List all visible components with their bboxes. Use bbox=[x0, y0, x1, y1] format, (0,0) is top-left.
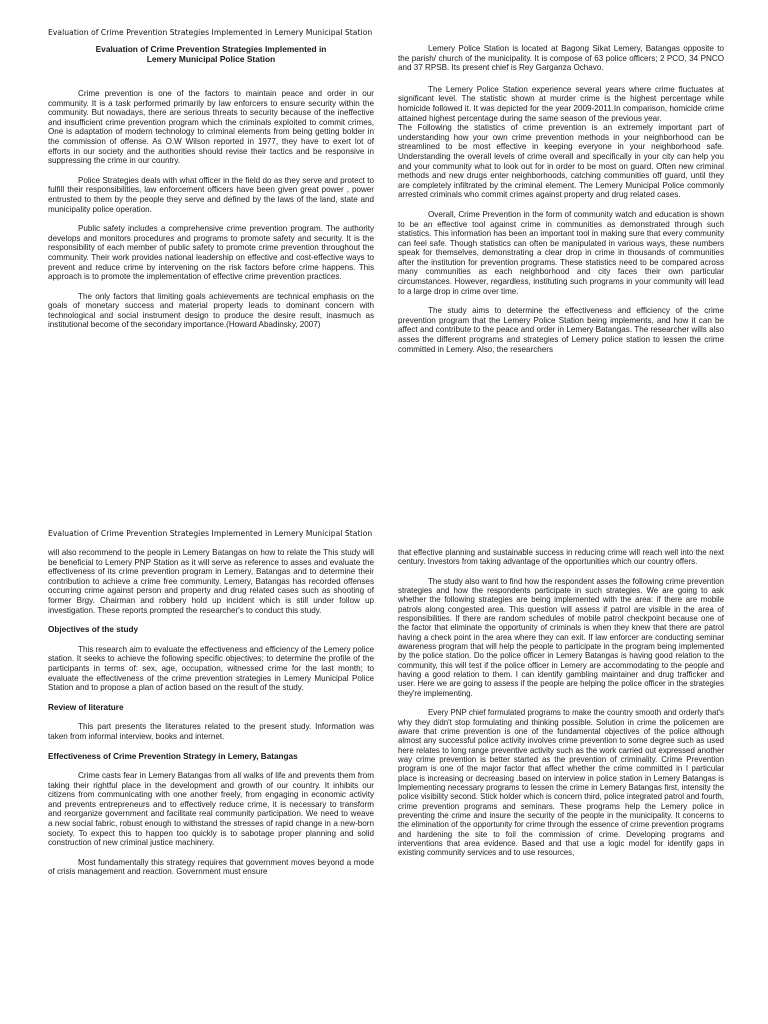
crime-fear-paragraph: Crime casts fear in Lemery Batangas from all walks of life and prevents them from taking their rightful place in the development and growth of our country. It inhibits our citizens from communicating with one another freely, from engaging in economic activity and prevents entrepreneurs and to effectively reduce crime, it is necessary to transform and reorganize government and facilitate real community participation. We need to weave a new social fabric, robust enough to withstand the stresses of rapid change in a new-born society. To expect this to happen too quickly is to sabotage proper planning and solid construction of new criminal justice machinery. bbox=[48, 771, 374, 848]
effectiveness-heading: Effectiveness of Crime Prevention Strategy in Lemery, Batangas bbox=[48, 751, 298, 761]
left-column bbox=[48, 548, 374, 887]
intro-paragraph: Crime prevention is one of the factors to maintain peace and order in our community. It is a task performed primarily by law enforcers to ensure security within the community. But nowadays, there are serious threats to security because of the ineffective and insufficient crime prevention program which the criminals exploited to commit crimes, One is adaptation of modern technology to criminal elements from being getting bolder in the commission of offense. As O.W Wilson reported in 1977, they have to exert lot of efforts in our society and the authorities should revise their tactics and be responsive in suppressing the crime in our country. bbox=[48, 89, 374, 166]
page-two bbox=[0, 522, 768, 1022]
running-head: Evaluation of Crime Prevention Strategies Implemented in Lemery Municipal Station bbox=[48, 529, 373, 538]
police-strategies-paragraph: Police Strategies deals with what officer in the field do as they serve and protect to fulfill their responsibilities, law enforcement officers have been given great power , power entrusted to them by the people they serve and defined by the laws of the land, state and municipality police operation. bbox=[48, 175, 374, 214]
right-column bbox=[398, 548, 724, 868]
recommendation-paragraph: will also recommend to the people in Lemery Batangas on how to relate the This study will be beneficial to Lemery PNP Station as it will serve as reference to asses and evaluate the effectiveness of its crime prevention program in Lemery, Batangas and to determine their contribution to achieve a crime free community. Lemery, Batangas has recorded offenses occurring crime against person and property and drug related cases such as shooting of former Brgy. Chairman and robbery hold up incident which is still under follow up investigation. These reports prompted the researcher's to conduct this study. bbox=[48, 548, 374, 615]
document-title bbox=[48, 44, 374, 64]
study-aims-paragraph: The study aims to determine the effectiveness and efficiency of the crime prevention program that the Lemery Police Station being implements, and how it can be affect and contribute to the peace and order in Lemery Batangas. The researcher wills also asses the different programs and strategies of Lemery police station to lessen the crime committed in Lemery. Also, the researchers bbox=[398, 306, 724, 354]
planning-paragraph: that effective planning and sustainable success in reducing crime will reach well into the next century. Investors from taking advantage of the opportunities which our country offers. bbox=[398, 548, 724, 567]
title-line: Evaluation of Crime Prevention Strategies Implemented in Lemery Municipal Police Station bbox=[95, 44, 327, 64]
station-location-paragraph: Lemery Police Station is located at Bagong Sikat Lemery, Batangas opposite to the parish/ church of the municipality. It is compose of 63 police officers; 2 PCO, 34 PNCO and 37 RPSB. Its present chief is Rey Garganza Ochavo. bbox=[398, 44, 724, 73]
review-heading: Review of literature bbox=[48, 702, 124, 712]
objectives-heading: Objectives of the study bbox=[48, 625, 139, 635]
government-paragraph: Most fundamentally this strategy requires that government moves beyond a mode of crisis management and reaction. Government must ensure bbox=[48, 857, 374, 877]
pnp-chief-paragraph: Every PNP chief formulated programs to make the country smooth and orderly that's why they didn't stop formulating and thinking possible. Solution in crime the policemen are aware that crime prevention is one of the fundamental objectives of the police although almost any successful police activity involves crime prevention to some degree such as used here relates to long range preventive activity such as the work carried out expressed another way crime prevention is better started as the prevention of criminality. Crime Prevention program is one of the major factor that affect whether the crime committed in I particular place is increasing or decreasing .based on interview in police station in Lemery Batangas is Implementing necessary programs to lessen the crime in Lemery Batangas first, intensity the police visibility second. Stick holder which is concern third, police integrated patrol and fourth, crime prevention programs and seminars. These programs help the Lemery police in preventing the crime and insure the security of the people in the municipality. It concerns to the elimination of the opportunity for crime through the essence of crime prevention programs and hardening the site to foil the commission of crime. Developing programs and interventions that area evidence. Based and that use a logic model for identify gaps in existing community services and to use resources, bbox=[398, 708, 724, 858]
limiting-factors-paragraph: The only factors that limiting goals achievements are technical emphasis on the goals of monetary success and material property leads to dominant concern with technological and social instrument design to produce the desire result, inasmuch as institutional become of the secondary importance.(Howard Abadinsky, 2007) bbox=[48, 291, 374, 330]
crime-fluctuation-paragraph: The Lemery Police Station experience several years where crime fluctuates at significant level. The statistic shown at murder crime is the highest percentage while homicide followed it. It was depicted for the year 2009-2011.In comparison, homicide crime attained highest percentage during the same season of the previous year. bbox=[398, 84, 724, 123]
running-head: Evaluation of Crime Prevention Strategies Implemented in Lemery Municipal Station bbox=[48, 28, 373, 37]
respondents-paragraph: The study also want to find how the respondent asses the following crime prevention strategies and how the respondents participate in such strategies. We are going to ask whether the following strategies are being implemented with the area: if there are mobile patrols along congested area. This question will assess if patrol are visible in the area of responsibilities. If there are random schedules of mobile patrol checkpoint because one of the factor that eliminate the opportunity of criminals is when they knew that there are patrol having a check point in the area where they can exit. If law enforcer are conducting seminar awareness program that will help the people to participate in the program being implemented by the police station. Do the police officer in Lemery Batangas is having good relation to the community, this will test if the police officer in Lemery are accommodating to the people and having a good relation to them. I can identify gambling maintainer and drug trafficker and user. Here we are going to assess if the people are helping the police officer in the strategies they're implementing. bbox=[398, 576, 724, 698]
right-column bbox=[398, 44, 724, 364]
review-paragraph: This part presents the literatures related to the present study. Information was taken from informal interview, books and internet. bbox=[48, 722, 374, 741]
objectives-paragraph: This research aim to evaluate the effectiveness and efficiency of the Lemery police station. It seeks to achieve the following specific objectives; to determine the profile of the participants in terms of: sex, age, occupation, witnessed crime for the last month; to evaluate the effectiveness of the crime prevention strategies in Lemery Municipal Police Station and to propose a plan of action based on the result of the study. bbox=[48, 644, 374, 693]
left-column bbox=[48, 44, 374, 340]
statistics-paragraph: The Following the statistics of crime prevention is an extremely important part of understanding how your own crime prevention methods in your neighborhood can be streamlined to be most effective in keeping everyone in your neighborhood safe. Understanding the overall levels of crime overall and specifically in your city can help you and your community what to look out for in order to be most on guard. Often new criminal methods and new drugs enter neighborhoods, catching communities off guard, until they are completely infiltrated by the criminal element. The Lemery Municipal Police commonly arrested criminals who commit crimes against property and drug related cases. bbox=[398, 123, 724, 200]
public-safety-paragraph: Public safety includes a comprehensive crime prevention program. The authority develops and monitors procedures and programs to promote safety and security. It is the responsibility of each member of public safety to promote crime prevention throughout the community. Their work provides national leadership on effective and cost-effective ways to prevent and reduce crime by intervening on the risk factors before crime happens. This approach is to promote the implementation of effective crime prevention practices. bbox=[48, 224, 374, 282]
community-watch-paragraph: Overall, Crime Prevention in the form of community watch and education is shown to be an effective tool against crime in communities as demonstrated through such statistics. This information has been an important tool in making sure that every community can feel safe. Though statistics can often be manipulated in various ways, these numbers speak for themselves, demonstrating a clear drop in crime in thousands of communities after the institution for prevention programs. These statistics need to be compared across many communities as each neighborhood and city faces their own particular circumstances. However, regardless, instituting such programs in your community will lead to a large drop in crime over time. bbox=[398, 209, 724, 296]
